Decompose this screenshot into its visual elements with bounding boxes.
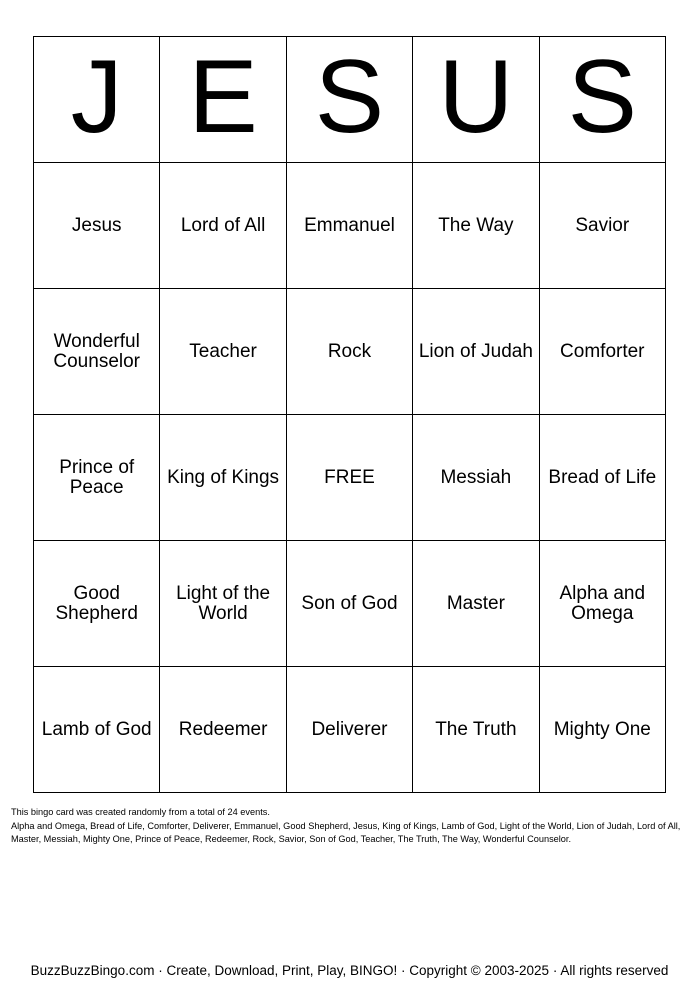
bingo-cell: Lamb of God (34, 667, 160, 793)
bingo-cell: Deliverer (286, 667, 412, 793)
bingo-row-4 (34, 541, 666, 667)
card-description (11, 806, 686, 847)
bingo-cell: Rock (286, 289, 412, 415)
bingo-cell: Lion of Judah (413, 289, 539, 415)
bingo-cell: Comforter (539, 289, 665, 415)
bingo-cell: Redeemer (160, 667, 286, 793)
bingo-cell: Jesus (34, 163, 160, 289)
bingo-cell: The Truth (413, 667, 539, 793)
generation-note: This bingo card was created randomly from a total of 24 events. (11, 807, 270, 817)
bingo-cell: Prince of Peace (34, 415, 160, 541)
bingo-cell: Bread of Life (539, 415, 665, 541)
bingo-cell: Son of God (286, 541, 412, 667)
bingo-card (33, 36, 666, 793)
header-row (34, 37, 666, 163)
bingo-row-3 (34, 415, 666, 541)
bingo-cell: Teacher (160, 289, 286, 415)
header-letter-s2: S (539, 37, 665, 163)
header-letter-u: U (413, 37, 539, 163)
bingo-row-5 (34, 667, 666, 793)
bingo-cell: Wonderful Counselor (34, 289, 160, 415)
bingo-cell: Lord of All (160, 163, 286, 289)
bingo-cell: Light of the World (160, 541, 286, 667)
bingo-cell: The Way (413, 163, 539, 289)
bingo-row-1 (34, 163, 666, 289)
event-list: Alpha and Omega, Bread of Life, Comforter, Deliverer, Emmanuel, Good Shepherd, Jesus, King of Kings, Lamb of God, Light of the World, Lion of Judah, Lord of All, Master, Messiah, Mighty One, Prince of Peace, Redeemer, Rock, Savior, Son of God, Teacher, The Truth, The Way, Wonderful Counselor. (11, 820, 681, 844)
bingo-cell: Master (413, 541, 539, 667)
page-footer: BuzzBuzzBingo.com · Create, Download, Print, Play, BINGO! · Copyright © 2003-2025 · All rights reserved (30, 963, 669, 978)
bingo-cell: Good Shepherd (34, 541, 160, 667)
bingo-cell: Alpha and Omega (539, 541, 665, 667)
bingo-cell: Savior (539, 163, 665, 289)
header-letter-e: E (160, 37, 286, 163)
header-letter-s: S (286, 37, 412, 163)
bingo-cell: King of Kings (160, 415, 286, 541)
bingo-cell: Messiah (413, 415, 539, 541)
bingo-row-2 (34, 289, 666, 415)
bingo-cell: Mighty One (539, 667, 665, 793)
header-letter-j: J (34, 37, 160, 163)
bingo-cell: Emmanuel (286, 163, 412, 289)
free-space-cell: FREE (286, 415, 412, 541)
